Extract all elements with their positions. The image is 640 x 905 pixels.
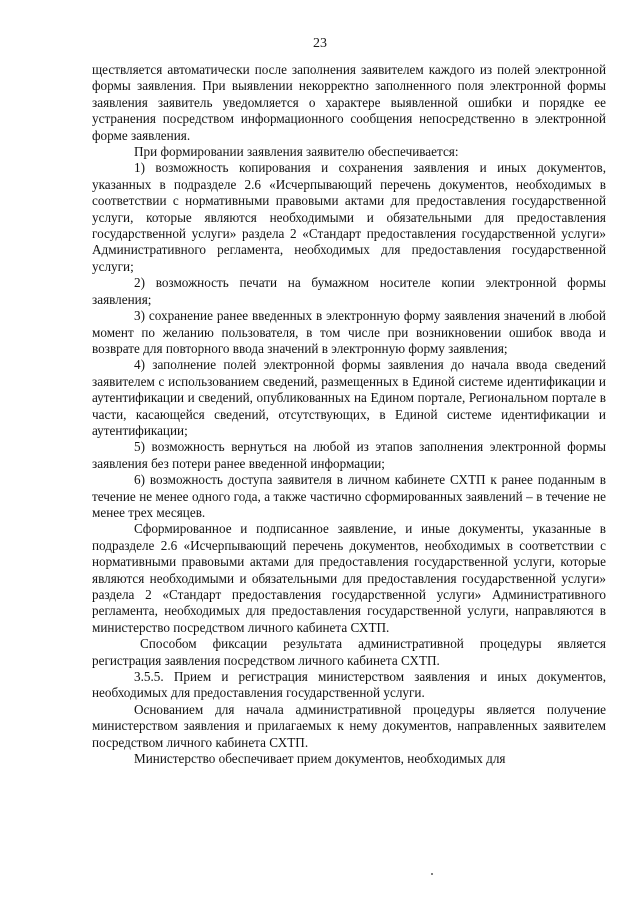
- list-item-2: 2) возможность печати на бумажном носителе копии электронной формы заявления;: [92, 275, 606, 307]
- paragraph-submission: Сформированное и подписанное заявление, и иные документы, указанные в подразделе 2.6 «Исчерпывающий перечень документов, необходимых в соответствии с нормативными правовыми актами для предоставления государственной услуги, которые являются необходимыми и обязательными для предоставления государственной услуги» раздела 2 «Стандарт предоставления государственной услуги» Административного регламента, необходимых для предоставления государственной услуги, направляются в министерство посредством личного кабинета СХТП.: [92, 521, 606, 635]
- paragraph-ministry-receipt: Министерство обеспечивает прием документов, необходимых для: [134, 751, 506, 767]
- paragraph-result-fixation: Способом фиксации результата административной процедуры является регистрация заявления посредством личного кабинета СХТП.: [92, 636, 606, 668]
- section-heading-3-5-5: 3.5.5. Прием и регистрация министерством заявления и иных документов, необходимых для предоставления государственной услуги.: [92, 669, 606, 701]
- scan-speck: [431, 873, 433, 875]
- list-item-6: 6) возможность доступа заявителя в личном кабинете СХТП к ранее поданным в течение не менее одного года, а также частично сформированных заявлений – в течение не менее трех месяцев.: [92, 472, 606, 520]
- list-item-1: 1) возможность копирования и сохранения заявления и иных документов, указанных в подразделе 2.6 «Исчерпывающий перечень документов, необходимых в соответствии с нормативными правовыми актами для предоставления государственной услуги, которые являются необходимыми и обязательными для предоставления государственной услуги» раздела 2 «Стандарт предоставления государственной услуги» Административного регламента, необходимых для предоставления государственной услуги;: [92, 160, 606, 274]
- page-number: 23: [313, 36, 327, 51]
- document-body: [92, 62, 606, 767]
- list-item-3: 3) сохранение ранее введенных в электронную форму заявления значений в любой момент по желанию пользователя, в том числе при возникновении ошибок ввода и возврате для повторного ввода значений в электронную форму заявления;: [92, 308, 606, 356]
- list-item-4: 4) заполнение полей электронной формы заявления до начала ввода сведений заявителем с использованием сведений, размещенных в Единой системе идентификации и аутентификации и сведений, опубликованных на Едином портале, Региональном портале в части, касающейся сведений, отсутствующих, в Единой системе идентификации и аутентификации;: [92, 357, 606, 438]
- list-item-5: 5) возможность вернуться на любой из этапов заполнения электронной формы заявления без потери ранее введенной информации;: [92, 439, 606, 471]
- paragraph-intro: При формировании заявления заявителю обеспечивается:: [134, 144, 459, 160]
- paragraph-continuation: ществляется автоматически после заполнения заявителем каждого из полей электронной формы заявления. При выявлении некорректно заполненного поля электронной формы заявления заявитель уведомляется о характере выявленной ошибки и порядке ее устранения посредством информационного сообщения непосредственно в электронной форме заявления.: [92, 62, 606, 143]
- paragraph-procedure-basis: Основанием для начала административной процедуры является получение министерством заявления и прилагаемых к нему документов, направленных заявителем посредством личного кабинета СХТП.: [92, 701, 606, 750]
